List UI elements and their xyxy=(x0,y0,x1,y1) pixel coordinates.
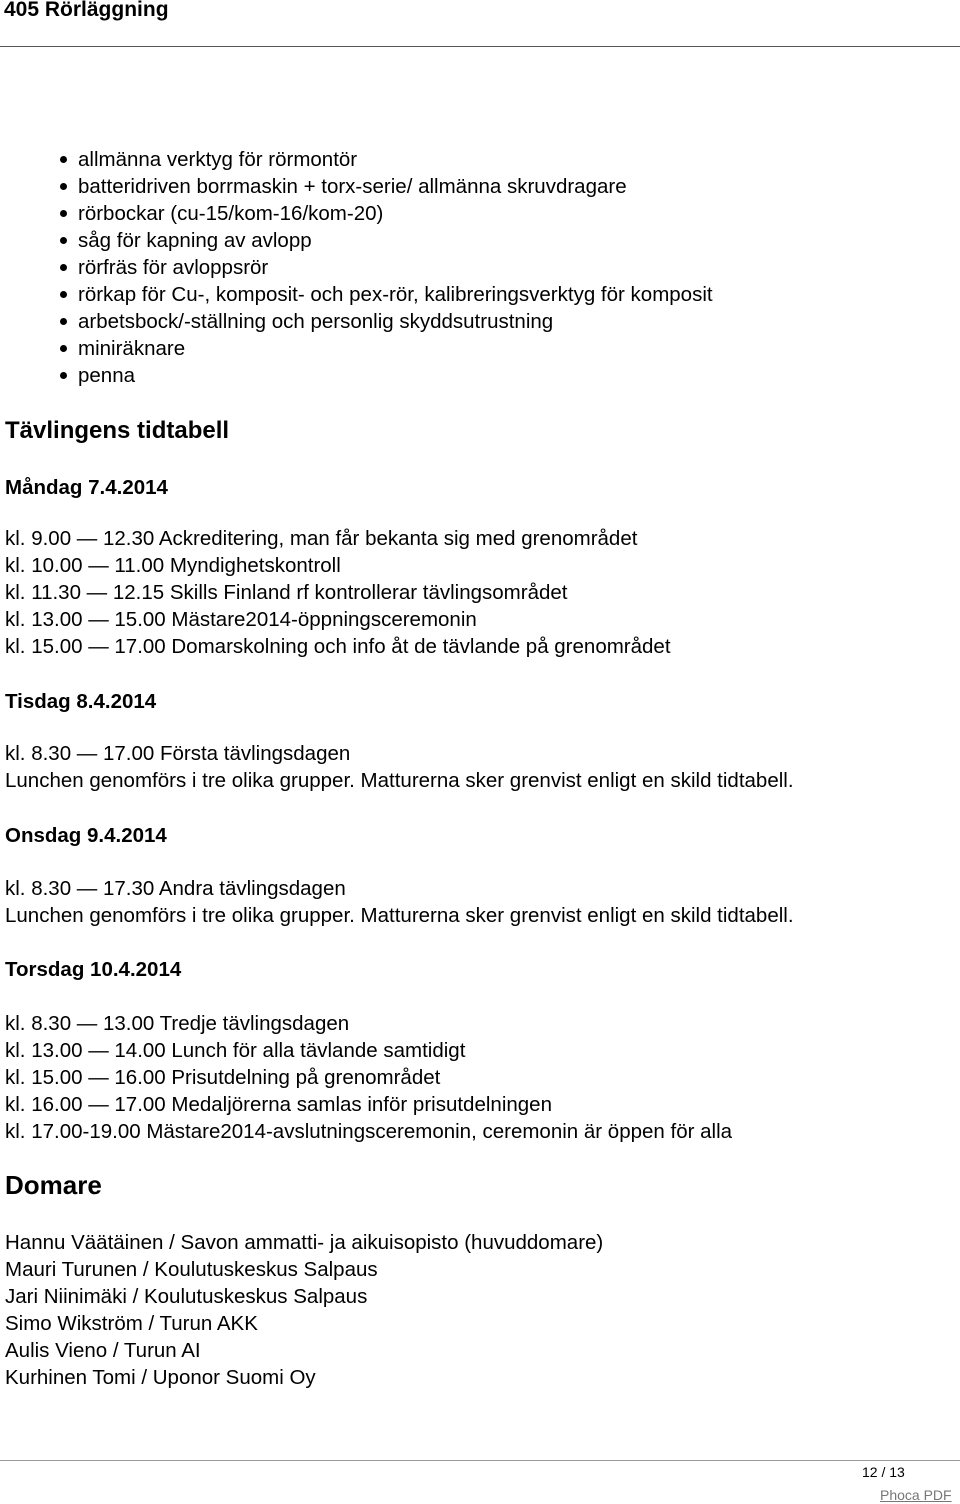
footer-divider xyxy=(0,1460,960,1461)
schedule-line: kl. 16.00 — 17.00 Medaljörerna samlas inför prisutdelningen xyxy=(5,1093,552,1116)
tool-list-item xyxy=(78,146,713,173)
judge-name: Aulis Vieno / Turun AI xyxy=(5,1339,201,1362)
page-header-title: 405 Rörläggning xyxy=(4,0,169,21)
day-schedule xyxy=(5,875,794,929)
tool-text: batteridriven borrmaskin + torx-serie/ allmänna skruvdragare xyxy=(78,175,627,198)
schedule-line: kl. 11.30 — 12.15 Skills Finland rf kontrollerar tävlingsområdet xyxy=(5,581,568,604)
bullet-icon xyxy=(60,264,67,271)
tool-text: allmänna verktyg för rörmontör xyxy=(78,148,358,171)
tool-list-item xyxy=(78,227,713,254)
schedule-line: Lunchen genomförs i tre olika grupper. Matturerna sker grenvist enligt en skild tidtabell. xyxy=(5,769,794,792)
tool-list-item xyxy=(78,200,713,227)
schedule-line: kl. 13.00 — 14.00 Lunch för alla tävlande samtidigt xyxy=(5,1039,466,1062)
judges-list xyxy=(5,1229,603,1391)
schedule-line: kl. 17.00-19.00 Mästare2014-avslutningsceremonin, ceremonin är öppen för alla xyxy=(5,1120,733,1143)
bullet-icon xyxy=(60,156,67,163)
day-schedule xyxy=(5,525,671,660)
schedule-line: kl. 10.00 — 11.00 Myndighetskontroll xyxy=(5,554,341,577)
bullet-icon xyxy=(60,345,67,352)
schedule-heading: Tävlingens tidtabell xyxy=(5,417,230,444)
schedule-line: kl. 13.00 — 15.00 Mästare2014-öppningsceremonin xyxy=(5,608,477,631)
tool-text: såg för kapning av avlopp xyxy=(78,229,312,252)
schedule-line: Lunchen genomförs i tre olika grupper. Matturerna sker grenvist enligt en skild tidtabell. xyxy=(5,904,794,927)
bullet-icon xyxy=(60,318,67,325)
page-number: 12 / 13 xyxy=(862,1464,905,1480)
tool-list xyxy=(78,146,713,389)
schedule-line: kl. 8.30 — 17.30 Andra tävlingsdagen xyxy=(5,877,346,900)
tool-text: penna xyxy=(78,364,136,387)
bullet-icon xyxy=(60,183,67,190)
day-schedule xyxy=(5,1010,732,1145)
header-divider xyxy=(0,46,960,47)
judge-name: Simo Wikström / Turun AKK xyxy=(5,1312,258,1335)
schedule-line: kl. 8.30 — 17.00 Första tävlingsdagen xyxy=(5,742,351,765)
day-title: Onsdag 9.4.2014 xyxy=(5,824,167,847)
schedule-line: kl. 8.30 — 13.00 Tredje tävlingsdagen xyxy=(5,1012,350,1035)
tool-list-item xyxy=(78,173,713,200)
bullet-icon xyxy=(60,237,67,244)
schedule-line: kl. 9.00 — 12.30 Ackreditering, man får bekanta sig med grenområdet xyxy=(5,527,638,550)
judges-heading: Domare xyxy=(5,1170,102,1200)
day-title: Tisdag 8.4.2014 xyxy=(5,690,157,713)
tool-text: arbetsbock/-ställning och personlig skyddsutrustning xyxy=(78,310,554,333)
judge-name: Kurhinen Tomi / Uponor Suomi Oy xyxy=(5,1366,316,1389)
tool-list-item xyxy=(78,254,713,281)
bullet-icon xyxy=(60,372,67,379)
tool-text: rörfräs för avloppsrör xyxy=(78,256,269,279)
tool-text: rörbockar (cu-15/kom-16/kom-20) xyxy=(78,202,384,225)
tool-list-item xyxy=(78,362,713,389)
phoca-pdf-link[interactable]: Phoca PDF xyxy=(880,1487,952,1503)
day-schedule xyxy=(5,740,794,794)
tool-text: rörkap för Cu-, komposit- och pex-rör, kalibreringsverktyg för komposit xyxy=(78,283,713,306)
judge-name: Hannu Väätäinen / Savon ammatti- ja aikuisopisto (huvuddomare) xyxy=(5,1231,604,1254)
day-title: Måndag 7.4.2014 xyxy=(5,476,168,499)
day-title: Torsdag 10.4.2014 xyxy=(5,958,182,981)
bullet-icon xyxy=(60,210,67,217)
tool-text: miniräknare xyxy=(78,337,186,360)
schedule-line: kl. 15.00 — 17.00 Domarskolning och info åt de tävlande på grenområdet xyxy=(5,635,671,658)
tool-list-item xyxy=(78,281,713,308)
bullet-icon xyxy=(60,291,67,298)
judge-name: Jari Niinimäki / Koulutuskeskus Salpaus xyxy=(5,1285,368,1308)
schedule-line: kl. 15.00 — 16.00 Prisutdelning på grenområdet xyxy=(5,1066,441,1089)
tool-list-item xyxy=(78,335,713,362)
judge-name: Mauri Turunen / Koulutuskeskus Salpaus xyxy=(5,1258,378,1281)
tool-list-item xyxy=(78,308,713,335)
